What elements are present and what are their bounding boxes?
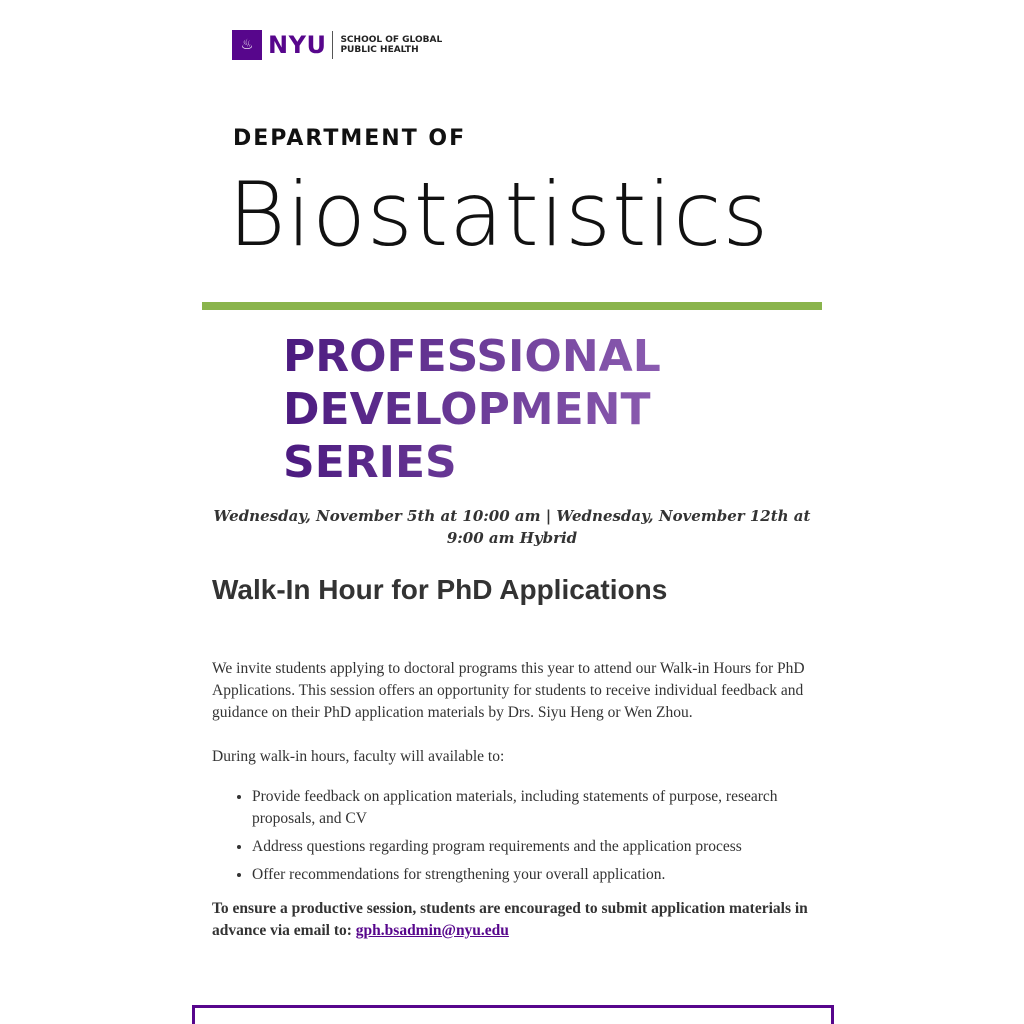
nyu-gph-logo [232,30,442,60]
divider-bar [202,302,822,310]
list-item: • Address questions regarding program requirements and the application process [252,836,812,858]
closing-paragraph [212,898,812,942]
logo-nyu-text: NYU [268,31,327,59]
school-line-1: SCHOOL OF GLOBAL [340,35,443,45]
event-title: Walk-In Hour for PhD Applications [212,574,668,605]
event-body [212,658,812,964]
torch-icon: ♨ [232,30,262,60]
series-title [283,330,661,489]
logo-divider [332,31,333,59]
school-line-2: PUBLIC HEALTH [340,45,419,55]
department-name: Biostatistics [228,163,770,266]
intro-paragraph: We invite students applying to doctoral programs this year to attend our Walk-in Hours for PhD Applications. This session offers an opportunity for students to receive individual feedback and guidance on their PhD application materials by Drs. Siyu Heng or Wen Zhou. [212,660,805,721]
next-section-box [192,1005,834,1024]
series-line-3: SERIES [283,437,457,488]
series-line-2: DEVELOPMENT [283,384,651,435]
list-item: • Provide feedback on application materials, including statements of purpose, research proposals, and CV [252,786,812,830]
closing-text: To ensure a productive session, students are encouraged to submit application materials in advance via email to: [212,900,808,939]
list-item: • Offer recommendations for strengthening your overall application. [252,864,812,886]
lead-paragraph: During walk-in hours, faculty will available to: [212,748,505,765]
series-line-1: PROFESSIONAL [283,331,661,382]
department-prefix: DEPARTMENT OF [233,126,467,151]
bullet-list [212,786,812,886]
email-link[interactable]: gph.bsadmin@nyu.edu [355,922,509,939]
event-dates: Wednesday, November 5th at 10:00 am | Wednesday, November 12th at 9:00 am Hybrid [213,507,811,547]
logo-school-name [340,35,442,55]
